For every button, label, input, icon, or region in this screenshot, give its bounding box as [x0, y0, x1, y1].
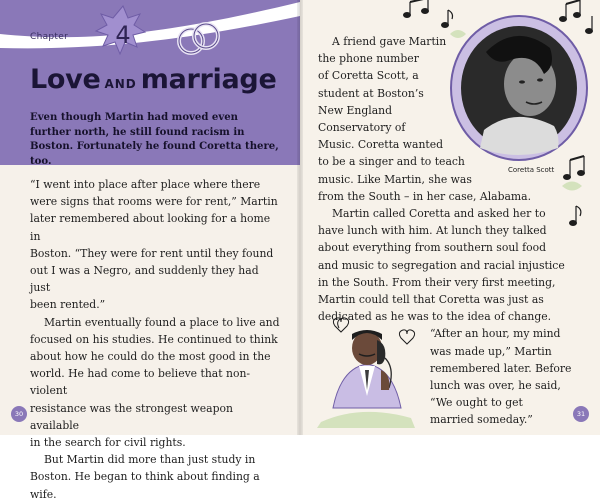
text-line: was made up,” Martin: [430, 344, 552, 358]
text-line: of Coretta Scott, a: [318, 69, 419, 83]
text-line: out I was a Negro, and suddenly they had just: [30, 264, 259, 295]
text-line: Music. Coretta wanted: [318, 138, 444, 152]
text-line: about everything from southern soul food: [318, 241, 547, 255]
chapter-title: [30, 64, 276, 95]
wedding-rings-icon: [174, 18, 224, 60]
text-line: music. Like Martin, she was: [318, 172, 472, 186]
left-page: [0, 0, 300, 501]
text-line: world. He had come to believe that non-violent: [30, 367, 251, 398]
text-line: Martin eventually found a place to live and: [44, 315, 280, 329]
chapter-number: 4: [115, 21, 131, 49]
text-line: later remembered about looking for a home in: [30, 212, 271, 243]
text-line: “We ought to get: [430, 396, 523, 410]
text-line: Boston. “They were for rent until they found: [30, 246, 274, 260]
text-line: and music to segregation and racial injustice: [318, 258, 565, 272]
photo-caption: Coretta Scott: [508, 166, 555, 174]
text-line: from the South – in her case, Alabama.: [318, 189, 532, 203]
text-line: remembered later. Before: [430, 361, 572, 375]
text-line: to be a singer and to teach: [318, 155, 465, 169]
text-line: Boston. He began to think about finding a wife.: [30, 470, 260, 501]
text-line: focused on his studies. He continued to think: [30, 332, 278, 346]
text-line: were signs that rooms were for rent,” Martin: [30, 195, 278, 209]
page-number-left: 30: [11, 406, 27, 422]
left-body-text: [30, 176, 282, 503]
text-line: Martin could tell that Coretta was just as: [318, 293, 544, 307]
text-line: student at Boston’s: [318, 86, 424, 100]
chapter-label: Chapter: [30, 32, 69, 42]
text-line: have lunch with him. At lunch they talked: [318, 224, 547, 238]
chapter-intro: Even though Martin had moved even further north, he still found racism in Boston. Fortunately he found Coretta there, too.: [30, 112, 279, 167]
heart-icon: [399, 330, 414, 344]
right-page: [300, 0, 600, 435]
text-line: been rented.”: [30, 298, 106, 312]
text-line: in the South. From their very first meeting,: [318, 275, 556, 289]
text-line: in the search for civil rights.: [30, 436, 186, 450]
man-on-phone-icon: [315, 310, 427, 428]
page-number-right: 31: [573, 406, 589, 422]
text-line: married someday.”: [430, 413, 533, 427]
text-line: But Martin did more than just study in: [44, 453, 256, 467]
title-word-love: Love: [30, 64, 101, 95]
heart-icon: [333, 318, 348, 332]
title-word-and: AND: [104, 77, 137, 91]
text-line: “I went into place after place where there: [30, 178, 261, 191]
text-line: A friend gave Martin: [332, 35, 447, 48]
music-note-icon: [403, 0, 429, 18]
text-line: resistance was the strongest weapon available: [30, 401, 233, 432]
chapter-strip: [0, 0, 300, 60]
title-word-marriage: marriage: [140, 64, 277, 95]
text-line: lunch was over, he said,: [430, 379, 561, 393]
book-gutter: [297, 0, 303, 435]
text-line: the phone number: [318, 52, 419, 66]
text-line: about how he could do the most good in the: [30, 350, 271, 364]
text-line: New England: [318, 103, 393, 117]
text-line: “After an hour, my mind: [430, 327, 561, 341]
text-line: Conservatory of: [318, 121, 406, 135]
text-line: Martin called Coretta and asked her to: [332, 207, 546, 221]
text-line: dedicated as he was to the idea of change.: [318, 310, 552, 324]
